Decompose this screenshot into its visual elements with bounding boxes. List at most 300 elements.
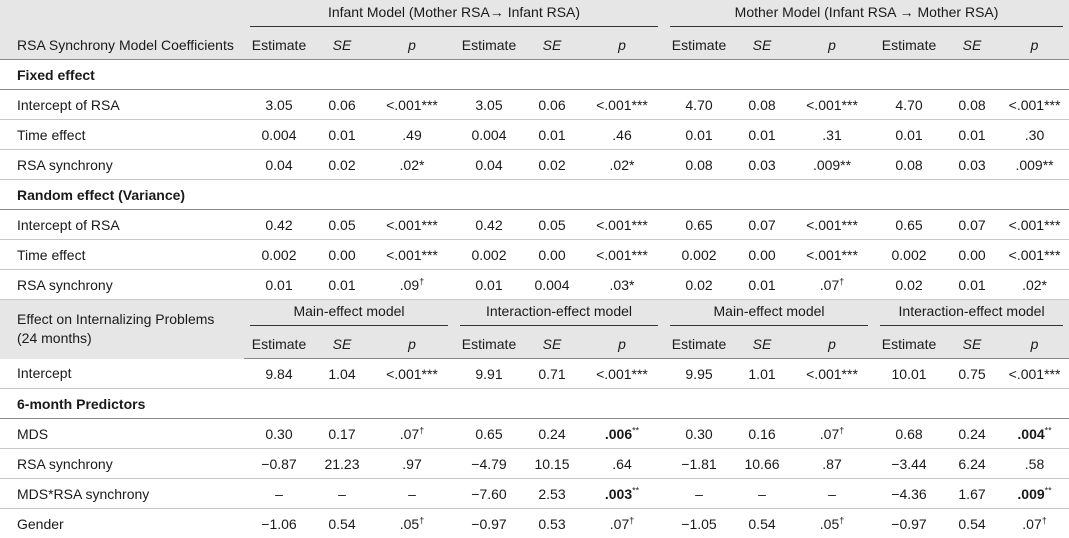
cell-value: .009 [1017, 486, 1044, 502]
header2-group-row [0, 300, 1069, 330]
cell-value: <.001*** [596, 366, 648, 382]
table-cell [580, 449, 664, 479]
table-cell [664, 509, 734, 538]
table-cell [790, 359, 874, 389]
col-estimate: Estimate [874, 30, 944, 60]
cell-value: .03* [610, 277, 635, 293]
table-cell [874, 90, 944, 120]
group-interaction-effect: Interaction-effect model [460, 303, 658, 326]
dagger-mark: † [419, 425, 424, 435]
table-cell [734, 150, 790, 180]
cell-value: <.001*** [596, 247, 648, 263]
table-cell [314, 419, 370, 449]
cell-value: 0.02 [685, 277, 712, 293]
table-cell [580, 210, 664, 240]
cell-value: .30 [1025, 127, 1044, 143]
col-p: p [618, 336, 626, 352]
cell-value: 0.01 [685, 127, 712, 143]
table-cell [664, 90, 734, 120]
table-cell [1000, 210, 1069, 240]
table-row [0, 449, 1069, 479]
cell-value: 0.07 [958, 217, 985, 233]
table-row [0, 90, 1069, 120]
cell-value: 0.54 [328, 516, 355, 532]
col-se: SE [543, 336, 562, 352]
table-row [0, 120, 1069, 150]
cell-value: 0.01 [265, 277, 292, 293]
cell-value: 0.04 [475, 157, 502, 173]
significance-mark: ** [632, 485, 639, 495]
dagger-mark: † [629, 515, 634, 525]
cell-value: .87 [822, 456, 841, 472]
table-cell [874, 449, 944, 479]
cell-value: 0.53 [538, 516, 565, 532]
table-cell [314, 90, 370, 120]
table-cell [580, 359, 664, 389]
table-cell [734, 509, 790, 538]
cell-value: 0.08 [685, 157, 712, 173]
cell-value: .02* [1022, 277, 1047, 293]
table-row [0, 240, 1069, 270]
cell-value: – [275, 486, 283, 502]
cell-value: 0.68 [895, 426, 922, 442]
table-cell [314, 479, 370, 509]
table-cell [944, 270, 1000, 300]
cell-value: 0.05 [328, 217, 355, 233]
table-cell [580, 419, 664, 449]
group-interaction-effect: Interaction-effect model [880, 303, 1063, 326]
table-cell [1000, 359, 1069, 389]
cell-value: 2.53 [538, 486, 565, 502]
cell-value: 0.30 [685, 426, 712, 442]
table-cell [944, 449, 1000, 479]
table-cell [1000, 150, 1069, 180]
cell-value: .07 [820, 277, 839, 293]
cell-value: – [695, 486, 703, 502]
table-cell [1000, 479, 1069, 509]
cell-value: 0.08 [748, 97, 775, 113]
col-se: SE [963, 37, 982, 53]
cell-value: 9.95 [685, 366, 712, 382]
table-cell [1000, 240, 1069, 270]
row-label: MDS [0, 419, 244, 449]
table-cell [580, 150, 664, 180]
table-cell [790, 479, 874, 509]
table-cell [874, 210, 944, 240]
col-p: p [828, 37, 836, 53]
table-cell [244, 90, 314, 120]
row-label: RSA synchrony [0, 270, 244, 300]
cell-value: 0.00 [748, 247, 775, 263]
cell-value: .07 [610, 516, 629, 532]
table-cell [1000, 120, 1069, 150]
cell-value: 0.002 [891, 247, 926, 263]
cell-value: .46 [612, 127, 631, 143]
table-cell [524, 270, 580, 300]
section-fixed-effect: Fixed effect [0, 60, 1069, 90]
cell-value: 9.84 [265, 366, 292, 382]
cell-value: 0.04 [265, 157, 292, 173]
random-effect-rows [0, 210, 1069, 300]
cell-value: 0.01 [328, 277, 355, 293]
cell-value: 0.00 [958, 247, 985, 263]
table-cell [454, 240, 524, 270]
row-label: Time effect [0, 240, 244, 270]
cell-value: .07 [1022, 516, 1041, 532]
cell-value: .02* [400, 157, 425, 173]
table-cell [874, 240, 944, 270]
table-cell [790, 449, 874, 479]
col-estimate: Estimate [454, 329, 524, 359]
table-cell [454, 120, 524, 150]
cell-value: <.001*** [806, 97, 858, 113]
table-cell [454, 359, 524, 389]
table-cell [524, 120, 580, 150]
cell-value: 0.24 [958, 426, 985, 442]
table-cell [314, 240, 370, 270]
cell-value: 0.00 [328, 247, 355, 263]
table-cell [370, 120, 454, 150]
cell-value: 0.03 [958, 157, 985, 173]
table-cell [580, 90, 664, 120]
table-cell [874, 359, 944, 389]
col-p: p [1031, 37, 1039, 53]
cell-value: 1.01 [748, 366, 775, 382]
table-cell [524, 90, 580, 120]
cell-value: 0.01 [958, 127, 985, 143]
table-row [0, 270, 1069, 300]
table-cell [370, 90, 454, 120]
cell-value: 0.06 [538, 97, 565, 113]
table-cell [524, 240, 580, 270]
cell-value: 0.002 [681, 247, 716, 263]
table-cell [734, 240, 790, 270]
cell-value: 0.08 [895, 157, 922, 173]
table-cell [580, 479, 664, 509]
table-cell [664, 449, 734, 479]
cell-value: 3.05 [265, 97, 292, 113]
cell-value: <.001*** [1009, 247, 1061, 263]
cell-value: .49 [402, 127, 421, 143]
col-estimate: Estimate [874, 329, 944, 359]
cell-value: 0.00 [538, 247, 565, 263]
table-cell [874, 419, 944, 449]
cell-value: −0.97 [471, 516, 506, 532]
row-label: Time effect [0, 120, 244, 150]
table-cell [874, 270, 944, 300]
cell-value: 0.65 [895, 217, 922, 233]
table-cell [370, 210, 454, 240]
section-predictors: 6-month Predictors [0, 389, 1069, 419]
table-cell [244, 240, 314, 270]
table-cell [244, 419, 314, 449]
cell-value: 6.24 [958, 456, 985, 472]
row-label: RSA synchrony [0, 449, 244, 479]
cell-value: .004 [1017, 426, 1044, 442]
table-cell [664, 150, 734, 180]
table-cell [664, 419, 734, 449]
table-cell [664, 479, 734, 509]
table-cell [244, 150, 314, 180]
col-se: SE [333, 37, 352, 53]
table-cell [734, 359, 790, 389]
table-row [0, 359, 1069, 389]
cell-value: 0.05 [538, 217, 565, 233]
col-estimate: Estimate [664, 329, 734, 359]
cell-value: 0.004 [261, 127, 296, 143]
table-cell [1000, 90, 1069, 120]
cell-value: 10.15 [534, 456, 569, 472]
cell-value: .09 [400, 277, 419, 293]
table-cell [244, 509, 314, 538]
cell-value: 0.02 [328, 157, 355, 173]
table-cell [524, 150, 580, 180]
cell-value: <.001*** [1009, 97, 1061, 113]
col-p: p [618, 37, 626, 53]
table-cell [454, 479, 524, 509]
cell-value: 0.42 [265, 217, 292, 233]
cell-value: 4.70 [685, 97, 712, 113]
col-se: SE [333, 336, 352, 352]
section-row [0, 60, 1069, 90]
col-p: p [828, 336, 836, 352]
cell-value: −7.60 [471, 486, 506, 502]
cell-value: <.001*** [1009, 217, 1061, 233]
cell-value: 0.004 [471, 127, 506, 143]
table-cell [370, 359, 454, 389]
table-cell [734, 270, 790, 300]
table-cell [314, 359, 370, 389]
significance-mark: ** [1045, 485, 1052, 495]
table-cell [580, 270, 664, 300]
row-label: Intercept [0, 359, 244, 389]
cell-value: −1.06 [261, 516, 296, 532]
cell-value: 0.65 [475, 426, 502, 442]
table-cell [664, 120, 734, 150]
cell-value: <.001*** [1009, 366, 1061, 382]
section-random-effect: Random effect (Variance) [0, 180, 1069, 210]
table-cell [790, 509, 874, 538]
cell-value: .07 [400, 426, 419, 442]
table-cell [734, 210, 790, 240]
cell-value: .07 [820, 426, 839, 442]
table-cell [244, 359, 314, 389]
table-row [0, 419, 1069, 449]
cell-value: 0.02 [538, 157, 565, 173]
col-se: SE [543, 37, 562, 53]
cell-value: −0.87 [261, 456, 296, 472]
fixed-effect-rows [0, 90, 1069, 180]
col-se: SE [753, 336, 772, 352]
significance-mark: ** [1045, 425, 1052, 435]
cell-value: −4.79 [471, 456, 506, 472]
table-cell [370, 419, 454, 449]
cell-value: .58 [1025, 456, 1044, 472]
table-cell [454, 150, 524, 180]
table-cell [790, 120, 874, 150]
cell-value: <.001*** [386, 217, 438, 233]
group-mother-model: Mother Model (Infant RSA → Mother RSA) [670, 4, 1063, 27]
cell-value: 0.02 [895, 277, 922, 293]
col-p: p [1031, 336, 1039, 352]
cell-value: .006 [605, 426, 632, 442]
table-cell [454, 509, 524, 538]
cell-value: 0.54 [958, 516, 985, 532]
table-cell [790, 270, 874, 300]
table-cell [370, 449, 454, 479]
row-label: Gender [0, 509, 244, 538]
table-cell [944, 120, 1000, 150]
row-label-header-line2: (24 months) [17, 330, 92, 346]
table-cell [244, 210, 314, 240]
group-main-effect: Main-effect model [670, 303, 868, 326]
table-cell [454, 210, 524, 240]
cell-value: 0.01 [748, 277, 775, 293]
table-cell [370, 509, 454, 538]
cell-value: 0.08 [958, 97, 985, 113]
table-cell [944, 479, 1000, 509]
col-estimate: Estimate [244, 329, 314, 359]
predictor-rows [0, 419, 1069, 538]
cell-value: .009** [813, 157, 851, 173]
table-cell [944, 210, 1000, 240]
dagger-mark: † [839, 425, 844, 435]
table-cell [314, 120, 370, 150]
cell-value: .64 [612, 456, 631, 472]
table-cell [314, 210, 370, 240]
table-cell [944, 90, 1000, 120]
cell-value: 3.05 [475, 97, 502, 113]
table-cell [314, 449, 370, 479]
cell-value: <.001*** [806, 217, 858, 233]
table-cell [454, 90, 524, 120]
table-cell [664, 240, 734, 270]
cell-value: .05 [400, 516, 419, 532]
cell-value: 1.67 [958, 486, 985, 502]
cell-value: <.001*** [386, 366, 438, 382]
cell-value: 0.01 [328, 127, 355, 143]
header-group-row [0, 0, 1069, 30]
cell-value: 0.30 [265, 426, 292, 442]
cell-value: – [338, 486, 346, 502]
table-cell [370, 270, 454, 300]
dagger-mark: † [419, 276, 424, 286]
row-label-header: RSA Synchrony Model Coefficients [0, 30, 244, 60]
dagger-mark: † [839, 515, 844, 525]
row-label: RSA synchrony [0, 150, 244, 180]
table-cell [734, 479, 790, 509]
table-cell [580, 240, 664, 270]
table-cell [790, 210, 874, 240]
table-cell [1000, 419, 1069, 449]
table-cell [370, 479, 454, 509]
table-cell [454, 270, 524, 300]
table-cell [664, 270, 734, 300]
table-cell [1000, 270, 1069, 300]
table-cell [314, 509, 370, 538]
cell-value: 0.42 [475, 217, 502, 233]
cell-value: 0.24 [538, 426, 565, 442]
table-cell [314, 150, 370, 180]
cell-value: 0.16 [748, 426, 775, 442]
cell-value: 0.71 [538, 366, 565, 382]
section-row [0, 389, 1069, 419]
cell-value: −1.05 [681, 516, 716, 532]
cell-value: 0.01 [538, 127, 565, 143]
header-column-row [0, 30, 1069, 60]
cell-value: 0.004 [534, 277, 569, 293]
table-cell [944, 359, 1000, 389]
cell-value: 0.002 [261, 247, 296, 263]
cell-value: – [828, 486, 836, 502]
table-cell [314, 270, 370, 300]
col-p: p [408, 336, 416, 352]
table-cell [524, 419, 580, 449]
table-cell [734, 419, 790, 449]
table-cell [874, 150, 944, 180]
table-cell [944, 150, 1000, 180]
cell-value: 0.17 [328, 426, 355, 442]
cell-value: 0.002 [471, 247, 506, 263]
table-cell [580, 509, 664, 538]
table-cell [244, 270, 314, 300]
col-se: SE [963, 336, 982, 352]
cell-value: 0.54 [748, 516, 775, 532]
cell-value: 10.66 [744, 456, 779, 472]
table-cell [454, 449, 524, 479]
table-cell [370, 240, 454, 270]
dagger-mark: † [839, 276, 844, 286]
table-row [0, 509, 1069, 538]
table-row [0, 479, 1069, 509]
cell-value: <.001*** [386, 97, 438, 113]
col-estimate: Estimate [454, 30, 524, 60]
table-cell [664, 210, 734, 240]
table-cell [524, 509, 580, 538]
cell-value: <.001*** [596, 217, 648, 233]
row-label: Intercept of RSA [0, 90, 244, 120]
col-estimate: Estimate [664, 30, 734, 60]
cell-value: .97 [402, 456, 421, 472]
table-cell [370, 150, 454, 180]
table-cell [790, 90, 874, 120]
cell-value: 0.01 [475, 277, 502, 293]
group-main-effect: Main-effect model [250, 303, 448, 326]
cell-value: 0.01 [958, 277, 985, 293]
cell-value: .003 [605, 486, 632, 502]
dagger-mark: † [419, 515, 424, 525]
table-cell [790, 150, 874, 180]
table-row [0, 150, 1069, 180]
col-se: SE [753, 37, 772, 53]
table-cell [524, 479, 580, 509]
table-cell [874, 509, 944, 538]
table-row [0, 210, 1069, 240]
cell-value: −0.97 [891, 516, 926, 532]
table-cell [790, 419, 874, 449]
cell-value: .009** [1015, 157, 1053, 173]
cell-value: −3.44 [891, 456, 926, 472]
col-estimate: Estimate [244, 30, 314, 60]
table-cell [874, 479, 944, 509]
col-p: p [408, 37, 416, 53]
dagger-mark: † [1042, 515, 1047, 525]
table-cell [874, 120, 944, 150]
cell-value: – [758, 486, 766, 502]
cell-value: 0.06 [328, 97, 355, 113]
cell-value: 9.91 [475, 366, 502, 382]
table-cell [244, 120, 314, 150]
